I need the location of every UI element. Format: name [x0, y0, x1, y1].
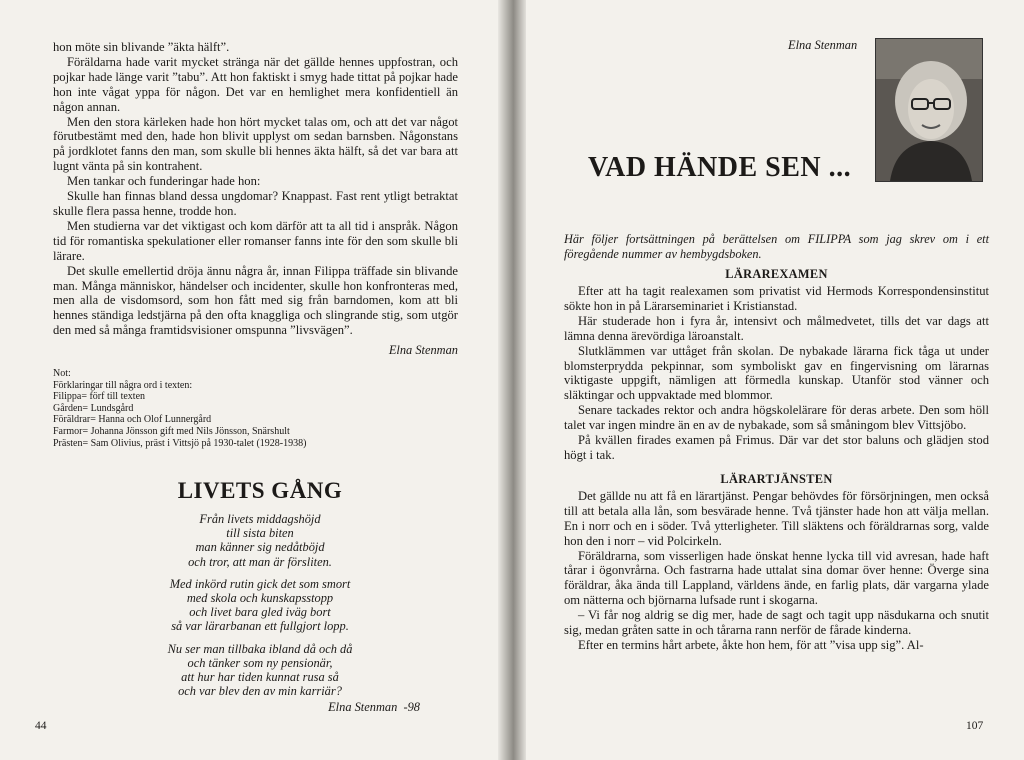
- note-line: Gården= Lundsgård: [53, 402, 134, 414]
- section-heading: LÄRARTJÄNSTEN: [720, 471, 833, 486]
- right-body-text: [564, 232, 989, 653]
- poem-line: med skola och kunskapsstopp: [186, 591, 334, 606]
- note-line: Filippa= förf till texten: [53, 391, 146, 403]
- paragraph: – Vi får nog aldrig se dig mer, hade de sagt och tagit upp näsdukarna och snutit sig, medan gråten satte in och tårarna rann nerför de fårade kinderna.: [564, 608, 989, 638]
- notes-heading: Not:: [53, 368, 71, 379]
- book-gutter: [498, 0, 526, 760]
- footnotes: [53, 368, 458, 449]
- poem-line: och tänker som ny pensionär,: [187, 655, 333, 670]
- article-heading: VAD HÄNDE SEN ...: [588, 152, 852, 183]
- paragraph: Men den stora kärleken hade hon hört mycket talas om, och att det var något förutbestämt med den, hade hon blivit upplyst om sedan barnsben. Någonstans på jordklotet fanns den man, som skulle bli hennes äkta hälft, så det var bara att lugnt vänta på sin kontrahent.: [53, 114, 458, 174]
- left-page: [0, 0, 498, 760]
- paragraph: På kvällen firades examen på Frimus. Där var det stor baluns och glädjen stod högt i tak.: [564, 433, 989, 462]
- paragraph: Men tankar och funderingar hade hon:: [67, 174, 261, 189]
- poem-line: så var lärarbanan ett fullgjort lopp.: [171, 619, 349, 634]
- paragraph: Men studierna var det viktigast och kom därför att ta all tid i anspråk. Någon tid för romantiska spekulationer eller romanser fanns inte för den som skulle bli lärare.: [53, 218, 458, 263]
- poem-line: till sista biten: [226, 526, 294, 541]
- left-page-number: 44: [35, 720, 47, 732]
- poem-line: och livet bara gled iväg bort: [189, 605, 331, 620]
- note-line: Prästen= Sam Olivius, präst i Vittsjö på 1930-talet (1928-1938): [53, 437, 307, 449]
- note-line: Föräldrar= Hanna och Olof Lunnergård: [53, 414, 212, 426]
- paragraph: Senare tackades rektor och andra högskolelärare för deras arbete. Den som höll talet var ingen mindre än en av de nybakade, som så småningom blev Vittsjöbo.: [564, 403, 989, 433]
- poem-stanza: [80, 512, 440, 569]
- poem-stanza: [80, 642, 440, 699]
- poem-signature: Elna Stenman -98: [328, 700, 420, 715]
- left-signature: Elna Stenman: [388, 343, 458, 358]
- poem-line: Med inkörd rutin gick det som smort: [169, 576, 351, 591]
- portrait-illustration: [876, 39, 982, 181]
- section-heading: LÄRAREXAMEN: [725, 267, 828, 281]
- poem-line: Nu ser man tillbaka ibland då och då: [167, 641, 353, 656]
- poem-title: LIVETS GÅNG: [177, 478, 343, 503]
- poem-line: och var blev den av min karriär?: [178, 684, 342, 699]
- left-body-text: [53, 40, 458, 358]
- paragraph: Föräldarna hade varit mycket stränga när det gällde hennes uppfostran, och pojkar hade länge varit ”tabu”. Att hon faktiskt i smyg hade tittat på pojkar hade hon inte vågat yppa för någon. Det var en hemlighet mera konfidentiell än någon annan.: [53, 54, 458, 114]
- right-page: [526, 0, 1024, 760]
- author-portrait-photo: [875, 38, 983, 182]
- note-line: Förklaringar till några ord i texten:: [53, 379, 193, 391]
- paragraph: Här studerade hon i fyra år, intensivt och målmedvetet, tills det var dags att lämna denna ärevördiga läroanstalt.: [564, 313, 989, 343]
- note-line: Farmor= Johanna Jönsson gift med Nils Jönsson, Snärshult: [53, 425, 290, 437]
- poem: [80, 478, 440, 715]
- paragraph: hon möte sin blivande ”äkta hälft”.: [53, 40, 230, 54]
- poem-line: man känner sig nedåtböjd: [195, 540, 325, 555]
- poem-line: och tror, att man är försliten.: [188, 554, 332, 569]
- poem-line: Från livets middagshöjd: [199, 512, 321, 526]
- paragraph: Föräldrarna, som visserligen hade önskat henne lycka till vid avresan, hade haft tårar i ögonvrårna. Och fastrarna hade uttalat sina domar över henne: Överge sina föräldrar, åka ända till Lappland, världens ände, en farlig plats, där vargarna ylade om nätterna och björnarna lufsade runt i skogarna.: [564, 548, 989, 608]
- article-intro: Här följer fortsättningen på berättelsen om FILIPPA som jag skrev om i ett föregående nummer av hembygdsboken.: [564, 232, 989, 261]
- paragraph: Skulle han finnas bland dessa ungdomar? Knappast. Fast rent ytligt betraktat skulle flera passa henne, trodde hon.: [53, 189, 458, 218]
- poem-line: att hur har tiden kunnat rusa så: [181, 670, 339, 685]
- paragraph: Efter att ha tagit realexamen som privatist vid Hermods Korrespondensinstitut sökte hon in på Lärarseminariet i Kristianstad.: [564, 284, 989, 313]
- paragraph: Det skulle emellertid dröja ännu några år, innan Filippa träffade sin blivande man. Många människor, händelser och incidenter, skulle hon konfronteras med, men alla de visdomsord, som hon fått med sig från barndomen, kom att bli hennes ständiga ledstjärna på den ofta knaggliga och slingrande stig, som utgör den med så många framtidsvisioner omspunna ”livsvägen”.: [53, 263, 458, 338]
- right-page-number: 107: [966, 720, 984, 732]
- paragraph: Efter en termins hårt arbete, åkte hon hem, för att ”visa upp sig”. Al-: [578, 637, 924, 652]
- photo-caption: Elna Stenman: [788, 38, 858, 52]
- paragraph: Det gällde nu att få en lärartjänst. Pengar behövdes för försörjningen, men också till att betala alla lån, som besvärade henne. Två tjänster hade hon att välja mellan. En i norr och en i söder. Två ytterligheter. Till släktens och föräldrarnas sorg, valde hon den i norr – vid Polcirkeln.: [564, 488, 989, 548]
- poem-stanza: [80, 577, 440, 634]
- paragraph: Slutklämmen var uttåget från skolan. De nybakade lärarna fick tåga ut under blomsterprydda pekpinnar, som symboliskt gav en fingervisning om lärarnas viktigaste uppgift, nämligen att förmedla kunskap. Utanför stod vänner och släktingar och uppvaktade med blommor.: [564, 343, 989, 403]
